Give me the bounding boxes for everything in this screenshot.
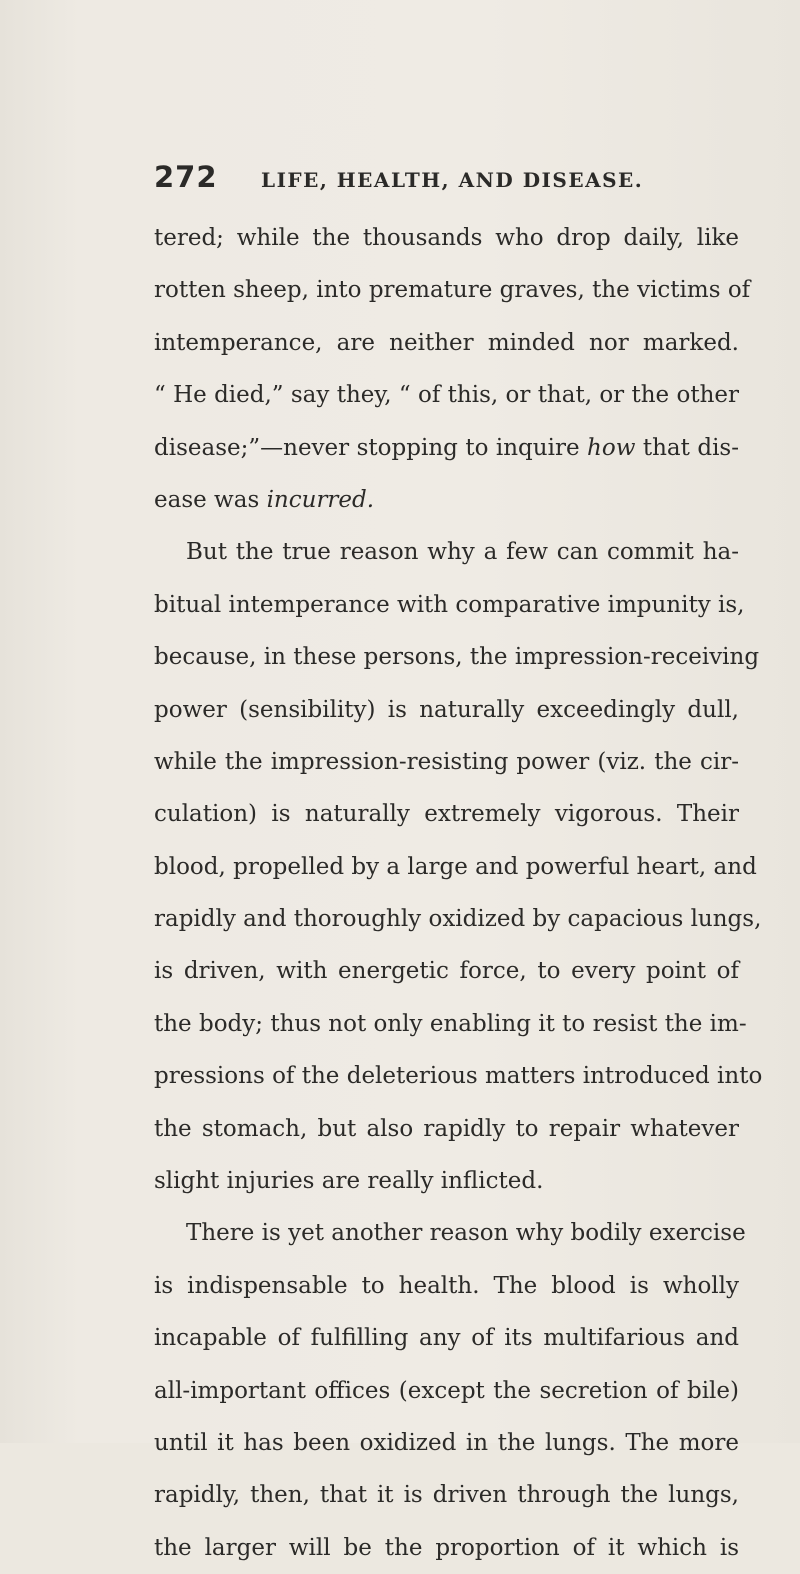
text-line: There is yet another reason why bodily exercise bbox=[186, 1220, 746, 1247]
text-line: while the impression-resisting power (viz. the cir- bbox=[154, 748, 739, 775]
body-text bbox=[154, 212, 763, 1574]
text-line: rapidly and thoroughly oxidized by capacious lungs, bbox=[154, 906, 762, 933]
text-line: because, in these persons, the impression-receiving bbox=[154, 644, 760, 671]
running-title: LIFE, HEALTH, AND DISEASE. bbox=[261, 168, 644, 192]
text-line: the larger will be the proportion of it which is bbox=[154, 1534, 739, 1561]
text-line-with-italic: ease was incurred. bbox=[154, 486, 375, 513]
text-line: intemperance, are neither minded nor marked. bbox=[154, 329, 739, 356]
text-line: tered; while the thousands who drop daily, like bbox=[154, 225, 739, 251]
text-line-with-italic: disease;”—never stopping to inquire how that dis- bbox=[154, 434, 739, 461]
text-line: until it has been oxidized in the lungs. The more bbox=[154, 1429, 739, 1456]
text-line: is indispensable to health. The blood is wholly bbox=[154, 1272, 739, 1299]
text-line: bitual intemperance with comparative impunity is, bbox=[154, 591, 745, 618]
page-number: 272 bbox=[154, 160, 218, 194]
italic-word: incurred. bbox=[266, 486, 375, 513]
text-line: But the true reason why a few can commit ha- bbox=[186, 539, 739, 566]
text-line: pressions of the deleterious matters introduced into bbox=[154, 1063, 763, 1090]
text-line: power (sensibility) is naturally exceedingly dull, bbox=[154, 696, 739, 723]
text-line: is driven, with energetic force, to every point of bbox=[154, 958, 739, 985]
text-line: blood, propelled by a large and powerful heart, and bbox=[154, 853, 757, 880]
italic-word: how bbox=[587, 434, 636, 461]
page-header bbox=[154, 160, 740, 200]
text-line: slight injuries are really inflicted. bbox=[154, 1168, 544, 1195]
text-line: culation) is naturally extremely vigorous. Their bbox=[154, 801, 739, 828]
text-line: rapidly, then, that it is driven through the lungs, bbox=[154, 1482, 739, 1509]
text-line: incapable of fulfilling any of its multifarious and bbox=[154, 1325, 739, 1352]
text-line: all-important offices (except the secretion of bile) bbox=[154, 1377, 739, 1404]
text-line: the body; thus not only enabling it to resist the im- bbox=[154, 1010, 747, 1037]
text-line: “ He died,” say they, “ of this, or that, or the other bbox=[154, 382, 739, 409]
text-line: the stomach, but also rapidly to repair whatever bbox=[154, 1115, 739, 1142]
text-line: rotten sheep, into premature graves, the victims of bbox=[154, 277, 751, 304]
